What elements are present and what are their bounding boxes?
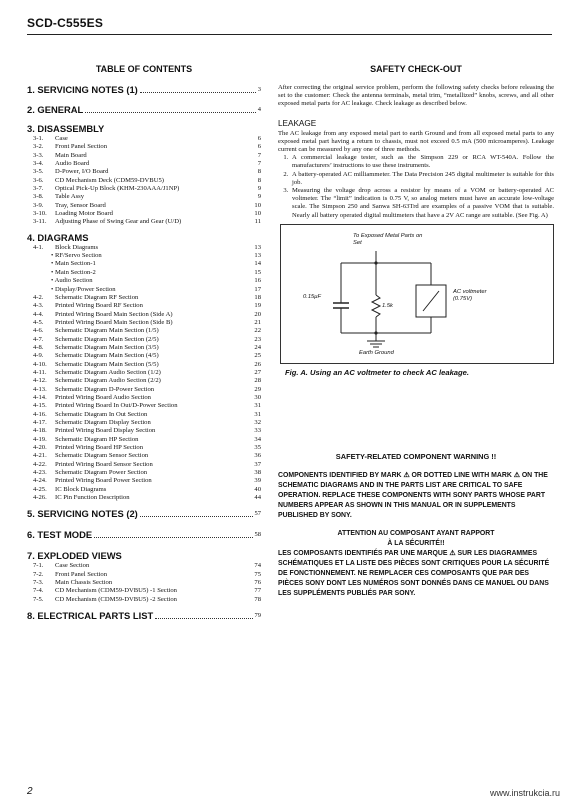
toc-entry[interactable] xyxy=(27,135,261,143)
dot-leader xyxy=(94,537,252,538)
toc-entry-title: Schematic Diagram Sensor Section xyxy=(55,452,149,460)
toc-entry-number: 4-11. xyxy=(33,368,47,376)
toc-entry[interactable] xyxy=(27,294,261,302)
toc-entry-page: 31 xyxy=(254,410,261,418)
toc-entry-number: 3-4. xyxy=(33,160,44,168)
toc-entry-title: Schematic Diagram Main Section (3/5) xyxy=(55,343,159,351)
toc-section-disassembly[interactable]: 3. DISASSEMBLY xyxy=(27,123,105,134)
dot-leader xyxy=(85,112,255,113)
toc-entry[interactable] xyxy=(27,252,261,260)
toc-entry-number: 3-7. xyxy=(33,185,44,193)
toc-entry-number: 3-8. xyxy=(33,193,44,201)
method-item: 1. A commercial leakage tester, such as the Simpson 229 or RCA WT-540A. Follow the manufacturers’ instructions to use these instruments. xyxy=(290,154,554,170)
method-item: 2. A battery-operated AC milliammeter. The Data Precision 245 digital multimeter is suitable for this job. xyxy=(290,171,554,187)
toc-page-number: 3 xyxy=(257,86,261,93)
toc-section-label: 8. ELECTRICAL PARTS LIST xyxy=(27,610,154,622)
toc-entry-number: 4-13. xyxy=(33,385,47,393)
toc-entry-title: Audio Board xyxy=(55,160,90,168)
toc-entry[interactable] xyxy=(27,160,261,168)
toc-entry[interactable] xyxy=(27,260,261,268)
toc-entry[interactable] xyxy=(27,277,261,285)
toc-entry-page: 36 xyxy=(254,452,261,460)
toc-entry-number: 4-3. xyxy=(33,302,44,310)
label-capacitor: 0.15μF xyxy=(303,293,321,300)
toc-entry-number: 7-5. xyxy=(33,595,44,603)
toc-entry-number: 4-16. xyxy=(33,410,47,418)
toc-entry-page: 38 xyxy=(254,469,261,477)
toc-entry[interactable] xyxy=(27,494,261,502)
toc-entry-number: 3-3. xyxy=(33,151,44,159)
toc-entry-number: 4-20. xyxy=(33,444,47,452)
toc-entry-number: 4-6. xyxy=(33,327,44,335)
toc-entry-number: 4-10. xyxy=(33,360,47,368)
toc-entry-title: Schematic Diagram Display Section xyxy=(55,419,151,426)
toc-entry-page: 77 xyxy=(254,587,261,595)
toc-entry-number: 4-23. xyxy=(33,469,47,477)
label-earth-ground: Earth Ground xyxy=(359,349,394,356)
toc-entry[interactable] xyxy=(27,193,261,201)
toc-entry-number: 7-1. xyxy=(33,562,44,570)
toc-entry[interactable] xyxy=(27,419,261,427)
toc-entry-title: Case xyxy=(55,135,68,142)
toc-entry[interactable] xyxy=(27,402,261,410)
method-item: 3. Measuring the voltage drop across a resistor by means of a VOM or battery-operated AC voltmeter. The “limit” indication is 0.75 V, so analog meters must have an accurate low-voltage scale. The Simpson 250 and Sanwa SH-63Trd are examples of a passive VOM that is suitable. Nearly all battery operated digital multimeters that have a 2V AC range are suitable. (See Fig. A) xyxy=(290,187,554,220)
toc-entry[interactable] xyxy=(27,587,261,595)
toc-entry-title: CD Mechanism (CDM59-DVBU5) -2 Section xyxy=(55,595,177,603)
toc-entry-number: 4-4. xyxy=(33,310,44,318)
toc-entry-title: • Audio Section xyxy=(51,277,93,285)
dot-leader xyxy=(140,92,256,93)
toc-entry-title: Case Section xyxy=(55,562,90,570)
toc-entry-title: Table Assy xyxy=(55,193,85,201)
toc-entry[interactable] xyxy=(27,571,261,579)
safety-title: SAFETY CHECK-OUT xyxy=(370,64,462,74)
toc-entry-title: Front Panel Section xyxy=(55,143,108,151)
toc-entry-title: Schematic Diagram Main Section (1/5) xyxy=(55,327,159,335)
toc-entry-page: 40 xyxy=(254,485,261,493)
toc-entry-title: • Main Section-1 xyxy=(51,260,96,268)
toc-entry[interactable] xyxy=(27,168,261,176)
toc-entry-number: 3-11. xyxy=(33,218,47,226)
toc-entry-number: 3-10. xyxy=(33,210,47,218)
toc-entry-title: Main Chassis Section xyxy=(55,579,113,587)
toc-entry-page: 21 xyxy=(254,318,261,326)
toc-entry-title: Main Board xyxy=(55,151,87,159)
toc-entry-title: Printed Wiring Board Audio Section xyxy=(55,393,151,401)
toc-entry-number: 7-2. xyxy=(33,570,44,578)
toc-entry-page: 9 xyxy=(257,193,261,201)
toc-entry-title: Schematic Diagram HP Section xyxy=(55,435,139,443)
toc-entry-number: 4-24. xyxy=(33,477,47,485)
toc-entry-title: Front Panel Section xyxy=(55,570,108,578)
toc-entry-page: 8 xyxy=(257,176,261,184)
toc-entry[interactable] xyxy=(27,269,261,277)
toc-entry-title: Optical Pick-Up Block (KHM-230AAA/J1NP) xyxy=(55,185,180,193)
exploded-list xyxy=(27,562,261,604)
toc-entry-number: 4-9. xyxy=(33,352,44,360)
toc-entry-number: 4-21. xyxy=(33,452,47,460)
toc-entry[interactable] xyxy=(27,327,261,335)
toc-entry[interactable] xyxy=(27,386,261,394)
toc-entry-title: Schematic Diagram In Out Section xyxy=(55,410,148,418)
toc-entry[interactable] xyxy=(27,562,261,570)
toc-entry-number: 4-1. xyxy=(33,243,44,251)
warning-fr-title-1: ATTENTION AU COMPOSANT AYANT RAPPORT xyxy=(337,529,495,537)
toc-entry-page: 6 xyxy=(257,143,261,151)
toc-entry-page: 13 xyxy=(254,243,261,251)
toc-entry-page: 7 xyxy=(257,151,261,159)
toc-entry-title: Schematic Diagram Power Section xyxy=(55,469,148,477)
toc-entry-page: 15 xyxy=(254,268,261,276)
diagrams-list xyxy=(27,244,261,503)
toc-entry[interactable] xyxy=(27,579,261,587)
toc-section-servicing-notes-1[interactable] xyxy=(27,84,261,96)
safety-intro: After correcting the original service problem, perform the following safety checks before releasing the set to the customer: Check the antenna terminals, metal trim, “metallized” knobs, screws, and all other exposed metal parts for AC leakage. Check leakage as described below. xyxy=(278,84,554,108)
toc-entry-number: 3-6. xyxy=(33,176,44,184)
toc-section-label: 1. SERVICING NOTES (1) xyxy=(27,84,138,95)
toc-entry-title: Schematic Diagram Main Section (2/5) xyxy=(55,335,159,343)
toc-entry-number: 7-3. xyxy=(33,579,44,587)
toc-page-number: 57 xyxy=(254,510,261,518)
toc-entry-number: 3-1. xyxy=(33,135,44,142)
toc-entry-page: 26 xyxy=(254,360,261,368)
toc-entry-page: 31 xyxy=(254,402,261,410)
toc-entry-title: IC Pin Function Description xyxy=(55,494,130,502)
toc-page-number: 4 xyxy=(257,106,261,113)
toc-entry[interactable] xyxy=(27,486,261,494)
toc-entry-number: 3-5. xyxy=(33,168,44,176)
toc-entry-title: Printed Wiring Board Main Section (Side B) xyxy=(55,318,173,326)
toc-entry-page: 74 xyxy=(254,562,261,570)
toc-entry-page: 32 xyxy=(254,419,261,426)
toc-entry-number: 4-5. xyxy=(33,318,44,326)
toc-entry-page: 13 xyxy=(254,252,261,260)
figure-caption: Fig. A. Using an AC voltmeter to check AC leakage. xyxy=(285,367,469,377)
toc-section-exploded-views[interactable]: 7. EXPLODED VIEWS xyxy=(27,550,122,562)
toc-entry-title: IC Block Diagrams xyxy=(55,485,107,493)
toc-entry-title: CD Mechanism (CDM59-DVBU5) -1 Section xyxy=(55,587,177,595)
toc-entry[interactable] xyxy=(27,452,261,460)
toc-entry-page: 39 xyxy=(254,477,261,485)
toc-entry-page: 20 xyxy=(254,310,261,318)
toc-section-general[interactable] xyxy=(27,104,261,116)
toc-section-test-mode[interactable] xyxy=(27,529,261,541)
toc-entry-number: 3-9. xyxy=(33,201,44,209)
disassembly-list xyxy=(27,135,261,227)
warning-fr-body: LES COMPOSANTS IDENTIFIÉS PAR UNE MARQUE ⚠ SUR LES DIAGRAMMES SCHÉMATIQUES ET LA LISTE DES PIÈCES SONT CRITIQUES POUR LA SÉCURITÉ DE FONCTIONNEMENT. NE REMPLACER CES COMPOSANTS QUE PAR DES PIÈCES SONY DONT LES NUMÉROS SONT DONNÉS DANS CE MANUEL OU DANS LES SUPPLÉMENTS PUBLIÉS PAR SONY. xyxy=(278,549,550,597)
toc-entry[interactable] xyxy=(27,302,261,310)
toc-entry-number: 4-22. xyxy=(33,460,47,468)
toc-entry-title: • Main Section-2 xyxy=(51,268,96,276)
toc-entry[interactable] xyxy=(27,152,261,160)
toc-entry-title: Schematic Diagram Audio Section (1/2) xyxy=(55,368,161,376)
toc-entry-page: 22 xyxy=(254,327,261,335)
toc-entry-page: 37 xyxy=(254,460,261,468)
header-rule xyxy=(27,34,552,35)
toc-entry[interactable] xyxy=(27,177,261,185)
toc-entry-title: Loading Motor Board xyxy=(55,210,113,218)
toc-entry-title: Tray, Sensor Board xyxy=(55,201,106,209)
toc-entry-title: Schematic Diagram D-Power Section xyxy=(55,385,155,393)
toc-entry-number: 4-14. xyxy=(33,393,47,401)
toc-page-number: 79 xyxy=(254,612,261,620)
toc-entry-number: 4-8. xyxy=(33,343,44,351)
toc-entry-number: 4-18. xyxy=(33,427,47,435)
toc-entry-page: 75 xyxy=(254,570,261,578)
toc-entry-page: 19 xyxy=(254,302,261,310)
toc-entry-page: 6 xyxy=(257,135,261,142)
toc-page-number: 58 xyxy=(254,531,261,539)
toc-entry-page: 29 xyxy=(254,385,261,393)
toc-entry[interactable] xyxy=(27,394,261,402)
toc-entry-page: 17 xyxy=(254,285,261,293)
warning-body: COMPONENTS IDENTIFIED BY MARK ⚠ OR DOTTED LINE WITH MARK ⚠ ON THE SCHEMATIC DIAGRAMS AND IN THE PARTS LIST ARE CRITICAL TO SAFE OPERATION. REPLACE THESE COMPONENTS WITH SONY PARTS WHOSE PART NUMBERS APPEAR AS SHOWN IN THIS MANUAL OR IN SUPPLEMENTS PUBLISHED BY SONY. xyxy=(278,471,548,519)
toc-entry-number: 7-4. xyxy=(33,587,44,595)
toc-entry[interactable] xyxy=(27,596,261,604)
toc-entry-number: 4-7. xyxy=(33,335,44,343)
label-exposed-metal: To Exposed Metal Parts on Set xyxy=(353,232,423,246)
toc-section-electrical-parts-list[interactable] xyxy=(27,610,261,622)
toc-entry-title: Printed Wiring Board In Out/D-Power Section xyxy=(55,402,178,410)
toc-section-label: 2. GENERAL xyxy=(27,104,84,115)
toc-entry[interactable] xyxy=(27,377,261,385)
toc-entry-number: 4-19. xyxy=(33,435,47,443)
toc-entry-page: 33 xyxy=(254,427,261,435)
page-number: 2 xyxy=(27,786,33,797)
toc-entry-title: Block Diagrams xyxy=(55,243,99,251)
toc-entry[interactable] xyxy=(27,427,261,435)
leakage-title: LEAKAGE xyxy=(278,118,317,128)
toc-entry[interactable] xyxy=(27,369,261,377)
toc-entry-title: Printed Wiring Board HP Section xyxy=(55,444,144,452)
toc-entry[interactable] xyxy=(27,344,261,352)
toc-entry-number: 4-25. xyxy=(33,485,47,493)
toc-entry-page: 18 xyxy=(254,293,261,301)
toc-entry[interactable] xyxy=(27,311,261,319)
toc-entry-page: 28 xyxy=(254,377,261,385)
toc-entry[interactable] xyxy=(27,185,261,193)
toc-entry-page: 24 xyxy=(254,343,261,351)
toc-entry-number: 4-2. xyxy=(33,293,44,301)
toc-entry-page: 78 xyxy=(254,595,261,603)
toc-entry-number: 4-26. xyxy=(33,494,47,502)
toc-entry[interactable] xyxy=(27,202,261,210)
toc-entry-page: 30 xyxy=(254,393,261,401)
toc-entry[interactable] xyxy=(27,361,261,369)
toc-entry-page: 35 xyxy=(254,444,261,452)
toc-section-servicing-notes-2[interactable] xyxy=(27,508,261,520)
toc-entry-page: 10 xyxy=(254,201,261,209)
watermark: www.instrukcia.ru xyxy=(489,788,560,798)
toc-entry-title: Schematic Diagram Main Section (5/5) xyxy=(55,360,159,368)
dot-leader xyxy=(140,516,253,517)
toc-entry[interactable] xyxy=(27,286,261,294)
toc-section-label: 5. SERVICING NOTES (2) xyxy=(27,508,138,520)
toc-entry-title: Adjusting Phase of Swing Gear and Gear (U/D) xyxy=(55,218,182,226)
table-of-contents xyxy=(27,64,261,622)
toc-entry-title: Printed Wiring Board Sensor Section xyxy=(55,460,153,468)
toc-entry-title: Schematic Diagram Main Section (4/5) xyxy=(55,352,159,360)
dot-leader xyxy=(155,618,252,619)
toc-entry-page: 8 xyxy=(257,168,261,176)
label-ac-voltmeter: AC voltmeter (0.75V) xyxy=(453,288,487,302)
toc-entry[interactable] xyxy=(27,469,261,477)
warning-title: SAFETY-RELATED COMPONENT WARNING !! xyxy=(335,451,497,461)
toc-entry[interactable] xyxy=(27,436,261,444)
toc-section-label: 6. TEST MODE xyxy=(27,529,93,541)
leakage-text: The AC leakage from any exposed metal part to earth Ground and from all exposed metal parts to any exposed metal part having a return to chassis, must not exceed 0.5 mA (500 microamperes). Leakage current can be measured by any one of three methods. xyxy=(278,129,554,154)
toc-entry-page: 44 xyxy=(254,494,261,502)
figure-a xyxy=(280,224,554,377)
toc-entry-page: 27 xyxy=(254,368,261,376)
toc-entry-page: 16 xyxy=(254,277,261,285)
warning-fr-title-2: À LA SÉCURITÉ!! xyxy=(387,539,445,547)
model-number: SCD-C555ES xyxy=(27,16,104,30)
toc-entry[interactable] xyxy=(27,244,261,252)
toc-entry-page: 14 xyxy=(254,260,261,268)
toc-entry-title: Printed Wiring Board Power Section xyxy=(55,477,152,485)
toc-entry-title: Schematic Diagram RF Section xyxy=(55,293,139,301)
toc-entry[interactable] xyxy=(27,143,261,151)
toc-entry[interactable] xyxy=(27,210,261,218)
toc-entry-number: 4-15. xyxy=(33,402,47,410)
toc-entry-page: 76 xyxy=(254,579,261,587)
toc-entry-page: 7 xyxy=(257,160,261,168)
toc-entry-page: 34 xyxy=(254,435,261,443)
safety-checkout xyxy=(278,64,554,599)
toc-entry-number: 3-2. xyxy=(33,143,44,151)
toc-entry-title: Printed Wiring Board Display Section xyxy=(55,427,156,435)
toc-entry-page: 9 xyxy=(257,185,261,193)
toc-entry[interactable] xyxy=(27,411,261,419)
leakage-methods xyxy=(278,154,554,220)
toc-entry-page: 25 xyxy=(254,352,261,360)
toc-entry-page: 23 xyxy=(254,335,261,343)
toc-entry[interactable] xyxy=(27,319,261,327)
toc-entry-number: 4-17. xyxy=(33,419,47,426)
toc-entry[interactable] xyxy=(27,477,261,485)
toc-entry[interactable] xyxy=(27,461,261,469)
toc-entry-page: 10 xyxy=(254,210,261,218)
toc-entry-title: • RF/Servo Section xyxy=(51,252,102,260)
toc-entry[interactable] xyxy=(27,444,261,452)
toc-section-diagrams[interactable]: 4. DIAGRAMS xyxy=(27,231,89,243)
toc-title: TABLE OF CONTENTS xyxy=(95,64,193,74)
toc-entry-title: Printed Wiring Board Main Section (Side A) xyxy=(55,310,173,318)
toc-entry-title: Schematic Diagram Audio Section (2/2) xyxy=(55,377,161,385)
toc-entry[interactable] xyxy=(27,352,261,360)
toc-entry-number: 4-12. xyxy=(33,377,47,385)
toc-entry-title: Printed Wiring Board RF Section xyxy=(55,302,143,310)
toc-entry[interactable] xyxy=(27,218,261,226)
toc-entry-title: • Display/Power Section xyxy=(51,285,116,293)
label-resistor: 1.5k xyxy=(382,302,393,309)
toc-entry[interactable] xyxy=(27,336,261,344)
toc-entry-title: CD Mechanism Deck (CDM59-DVBU5) xyxy=(55,176,164,184)
toc-entry-page: 11 xyxy=(254,218,261,226)
toc-entry-title: D-Power, I/O Board xyxy=(55,168,109,176)
